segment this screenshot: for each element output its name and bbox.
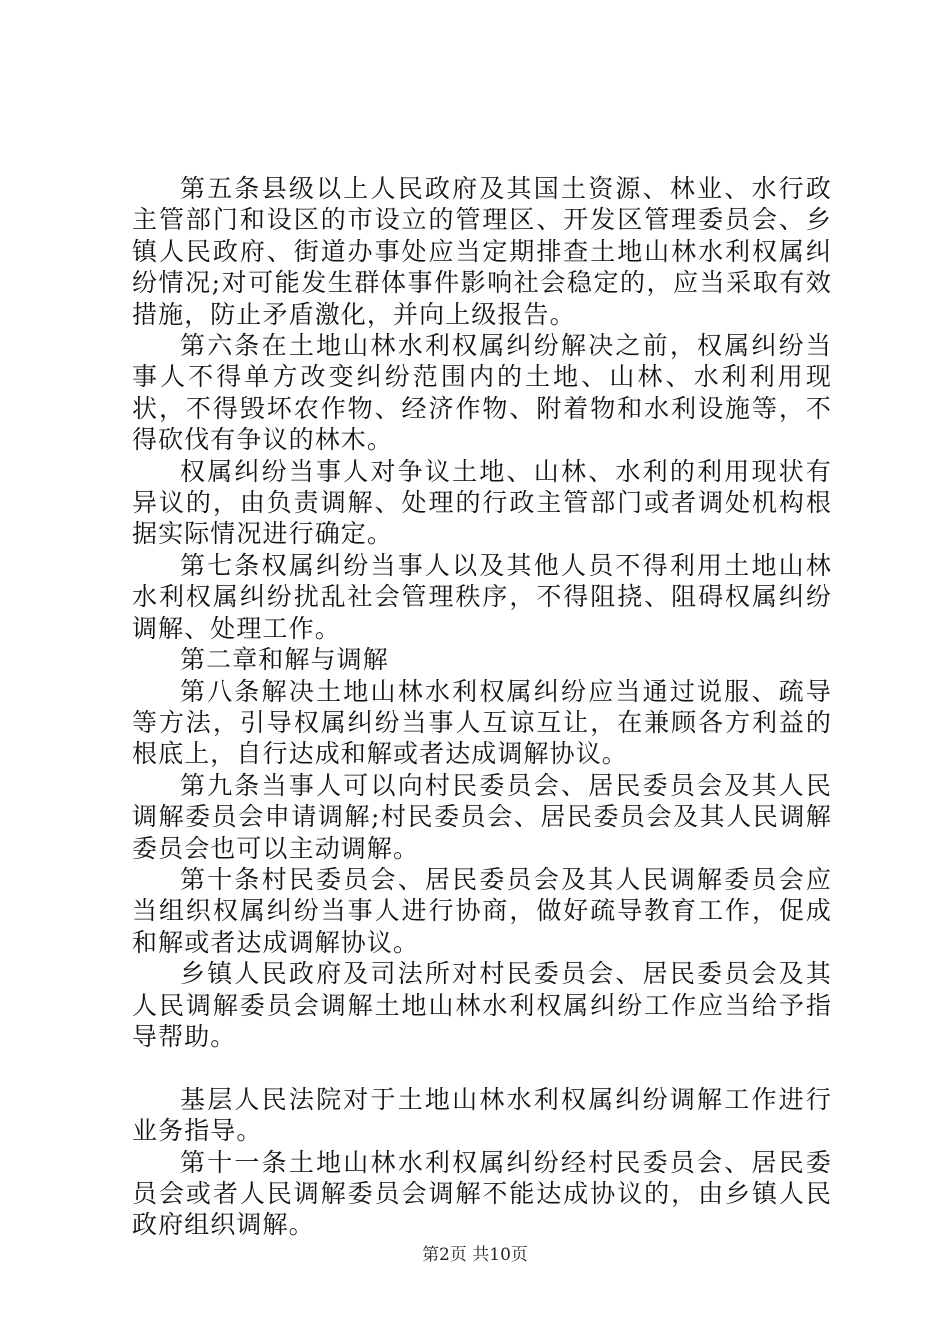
paragraph-article-11: 第十一条土地山林水利权属纠纷经村民委员会、居民委员会或者人民调解委员会调解不能达成协议的，由乡镇人民政府组织调解。 [132,1147,832,1240]
paragraph-article-5: 第五条县级以上人民政府及其国土资源、林业、水行政主管部门和设区的市设立的管理区、开发区管理委员会、乡镇人民政府、街道办事处应当定期排查土地山林水利权属纠纷情况;对可能发生群体事件影响社会稳定的，应当采取有效措施，防止矛盾激化，并向上级报告。 [132,174,832,329]
paragraph-article-8: 第八条解决土地山林水利权属纠纷应当通过说服、疏导等方法，引导权属纠纷当事人互谅互让，在兼顾各方利益的根底上，自行达成和解或者达成调解协议。 [132,676,832,769]
paragraph-article-6: 第六条在土地山林水利权属纠纷解决之前，权属纠纷当事人不得单方改变纠纷范围内的土地、山林、水利利用现状，不得毁坏农作物、经济作物、附着物和水利设施等，不得砍伐有争议的林木。 [132,331,832,455]
document-body [132,173,832,1241]
paragraph-article-9: 第九条当事人可以向村民委员会、居民委员会及其人民调解委员会申请调解;村民委员会、居民委员会及其人民调解委员会也可以主动调解。 [132,770,832,863]
paragraph-article-10-court: 基层人民法院对于土地山林水利权属纠纷调解工作进行业务指导。 [132,1084,832,1146]
paragraph-article-7: 第七条权属纠纷当事人以及其他人员不得利用土地山林水利权属纠纷扰乱社会管理秩序，不得阻挠、阻碍权属纠纷调解、处理工作。 [132,550,832,643]
paragraph-article-10: 第十条村民委员会、居民委员会及其人民调解委员会应当组织权属纠纷当事人进行协商，做好疏导教育工作，促成和解或者达成调解协议。 [132,864,832,957]
paragraph-article-6-sub: 权属纠纷当事人对争议土地、山林、水利的利用现状有异议的，由负责调解、处理的行政主管部门或者调处机构根据实际情况进行确定。 [132,456,832,549]
chapter-heading: 第二章和解与调解 [180,645,389,675]
paragraph-article-10-sub: 乡镇人民政府及司法所对村民委员会、居民委员会及其人民调解委员会调解土地山林水利权属纠纷工作应当给予指导帮助。 [132,959,832,1051]
page-number-footer: 第2页 共10页 [422,1245,528,1265]
